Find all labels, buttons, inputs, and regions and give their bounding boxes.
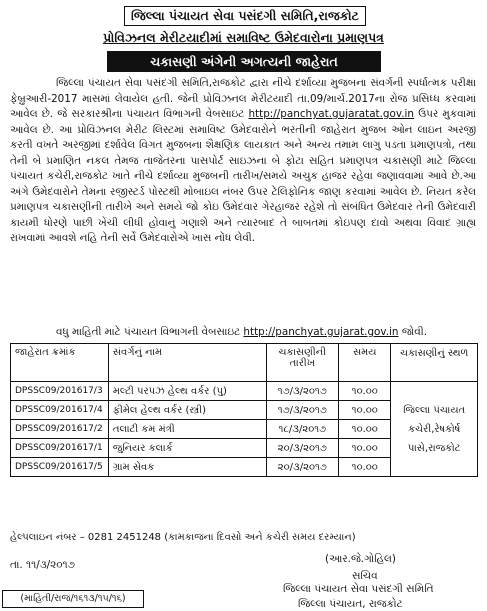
schedule-header-row — [11, 344, 478, 382]
col-header-date: ચકાસણીની તારીખ — [266, 344, 339, 382]
row-code: DPSSC09/201617/3 — [11, 382, 109, 401]
col-header-place: ચકાસણીનું સ્થળ — [391, 344, 478, 382]
row-code: DPSSC09/201617/2 — [11, 420, 109, 439]
row-date: ૨૦/૩/૨૦૧૭ — [266, 439, 339, 458]
row-name: ગ્રામ સેવક — [108, 458, 266, 477]
reference-number: (માહિતી/રાજ/૧૬૧૩/૧૫/૧૬) — [2, 590, 144, 608]
row-code: DPSSC09/201617/4 — [11, 401, 109, 420]
notice-date: તા. ૧૧/૩/૨૦૧૭ — [10, 559, 75, 571]
row-time: ૧૦.૦૦ — [339, 439, 391, 458]
row-time: ૧૦.૦૦ — [339, 420, 391, 439]
schedule-table — [10, 343, 478, 477]
row-time: ૧૦.૦૦ — [339, 401, 391, 420]
signatory-designation: સચિવ — [352, 570, 378, 582]
row-date: ૧૭/૩/૨૦૧૭ — [266, 401, 339, 420]
notice-banner: ચકાસણી અંગેની અગત્યની જાહેરાત — [107, 51, 381, 72]
row-code: DPSSC09/201617/1 — [11, 439, 109, 458]
venue-cell: જિલ્લા પંચાયત કચેરી,રેષકોર્ષ પાસે,રાજકોટ — [391, 382, 478, 477]
row-date: ૧૮/૩/૨૦૧૭ — [266, 420, 339, 439]
row-time: ૧૦.૦૦ — [339, 382, 391, 401]
notice-body — [10, 76, 476, 247]
more-info-suffix: જોવી. — [398, 326, 427, 338]
row-name: ફીમેલ હેલ્થ વર્કર (સ્ત્રી) — [108, 401, 266, 420]
notice-subject — [0, 30, 487, 46]
signatory-location: જિલ્લા પંચાયત, રાજકોટ — [298, 598, 403, 610]
body-text-part1: જિલ્લા પંચાયત સેવા પસંદગી સમિતિ,રાજકોટ દ્વારા નીચે દર્શાવ્યા મુજબના સંવર્ગની સ્પર્ધાત્મક પરીક્ષા ફેબ્રુઆરી-2017 માસમાં લેવાયેલ હતી. જેની પ્રોવિઝનલ મેરીટયાદી તા.09/માર્ચ.2017ના રોજ પ્રસિધ્ધ કરવામાં આવેલ છે. જે સરકારશ્રીના પંચાયત વિભાગની વેબસાઇટ — [10, 77, 476, 121]
helpline-text: હેલ્પલાઇન નંબર – 0281 2451248 (કામકાજના દિવસો અને કચેરી સમય દરમ્યાન) — [10, 532, 356, 543]
notice-subject-text: પ્રોવિઝનલ મેરીટયાદીમાં સમાવિષ્ટ ઉમેદવારોના પ્રમાણપત્ર — [103, 30, 384, 45]
signatory-name: (આર.જે.ગોહિલ) — [325, 553, 396, 565]
more-info-link[interactable]: http://panchyat.gujarat.gov.in — [243, 326, 399, 338]
row-date: ૧૭/૩/૨૦૧૭ — [266, 382, 339, 401]
table-row — [11, 382, 478, 401]
col-header-time: સમય — [339, 344, 391, 382]
row-date: ૨૦/૩/૨૦૧૭ — [266, 458, 339, 477]
row-name: મલ્ટી પરપઝ હેલ્થ વર્કર (પુ) — [108, 382, 266, 401]
row-time: ૧૦.૦૦ — [339, 458, 391, 477]
row-name: તલાટી કમ મંત્રી — [108, 420, 266, 439]
org-title: જિલ્લા પંચાયત સેવા પસંદગી સમિતિ,રાજકોટ — [124, 6, 366, 26]
website-link[interactable]: http://panchyat.gujaratat.gov.in — [248, 108, 415, 121]
row-code: DPSSC09/201617/5 — [11, 458, 109, 477]
signatory-org: જિલ્લા પંચાયત સેવા પસંદગી સમિતિ — [283, 583, 434, 595]
col-header-name: સંવર્ગનું નામ — [108, 344, 266, 382]
more-info-text: વધુ માહિતી માટે પંચાયત વિભાગની વેબસાઇટ — [56, 326, 244, 338]
body-text-part2: ઉપર મુકવામાં આવેલ છે. આ પ્રોવિઝનલ મેરીટ લિસ્ટમાં સમાવિષ્ટ ઉમેદવારોને ભરતીની જાહેરાત મુજબ ઓન લાઇન અરજી કરતી વખતે અરજીમાં દર્શાવેલ વિગત મુજબના શૈક્ષણિક લાયકાત અને અન્ય તમામ લાગુ પડતા પ્રમાણપત્રો, તથા તેની બે પ્રમાણિત નકલ તેમજ તાજેતરના પાસપોર્ટ સાઇઝના બે ફોટા સહિત પ્રમાણપત્ર ચકાસણી માટે જિલ્લા પંચાયત કચેરી,રાજકોટ ખાતે નીચે દર્શાવ્યા મુજબની તારીખ/સમયે અચુક હાજર રહેવા જણાવવામાં આવે છે.આ અંગે ઉમેદવારોને તેમના રજીસ્ટર્ડ પોસ્ટથી મોબાઇલ નંબર ઉપર ટેલિફોનિક જાણ કરવામાં આવેલ છે. નિયત કરેલ પ્રમાણપત્ર ચકાસણીની તારીખે અને સમયે જો કોઇ ઉમેદવાર ગેરહાજર રહેશે તો સંબંધિત ઉમેદવાર તેની ઉમેદવારી કાયમી ધોરણે પાછી ખેંચી લીધી હોવાનું ગણાશે અને ત્યારબાદ તે બાબતમાં કોઇપણ દાવો અથવા વિવાદ ગ્રાહ્ય રાખવામાં આવશે નહિ તેની સર્વે ઉમેદવારોએ ખાસ નોંધ લેવી. — [10, 108, 476, 245]
col-header-code: જાહેરાત ક્રમાંક — [11, 344, 109, 382]
more-info-line — [56, 325, 476, 339]
row-name: જુનિયર કલાર્ક — [108, 439, 266, 458]
